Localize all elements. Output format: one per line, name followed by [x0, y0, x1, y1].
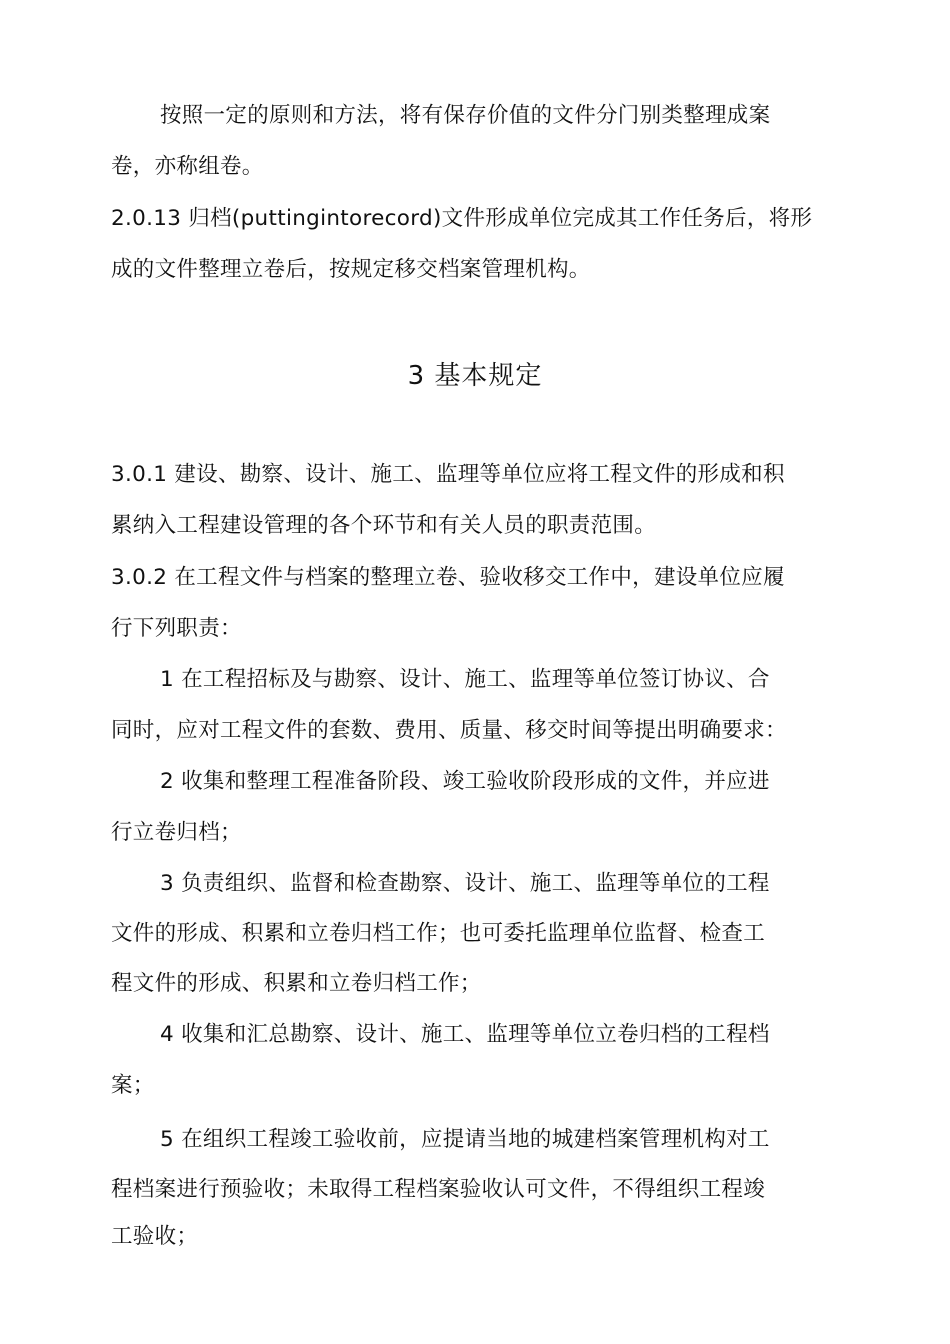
list-item-5-line: 工验收；	[111, 1224, 199, 1249]
list-item-5-line: 程档案进行预验收；未取得工程档案验收认可文件，不得组织工程竣	[111, 1177, 766, 1202]
list-item-1-line: 同时，应对工程文件的套数、费用、质量、移交时间等提出明确要求：	[111, 718, 787, 743]
section-heading: 3 基本规定	[407, 361, 543, 391]
paragraph-line: 卷，亦称组卷。	[111, 154, 264, 179]
clause-3-0-1-line: 累纳入工程建设管理的各个环节和有关人员的职责范围。	[111, 513, 657, 538]
clause-3-0-2-line: 行下列职责：	[111, 616, 242, 641]
list-item-3-line: 程文件的形成、积累和立卷归档工作；	[111, 971, 482, 996]
list-item-4-line: 4 收集和汇总勘察、设计、施工、监理等单位立卷归档的工程档	[160, 1022, 770, 1047]
clause-2-0-13-line: 成的文件整理立卷后，按规定移交档案管理机构。	[111, 257, 591, 282]
clause-3-0-1-line: 3.0.1 建设、勘察、设计、施工、监理等单位应将工程文件的形成和积	[111, 462, 785, 487]
list-item-2-line: 2 收集和整理工程准备阶段、竣工验收阶段形成的文件，并应进	[160, 769, 770, 794]
list-item-1-line: 1 在工程招标及与勘察、设计、施工、监理等单位签订协议、合	[160, 667, 770, 692]
list-item-3-line: 3 负责组织、监督和检查勘察、设计、施工、监理等单位的工程	[160, 871, 770, 896]
list-item-3-line: 文件的形成、积累和立卷归档工作；也可委托监理单位监督、检查工	[111, 921, 766, 946]
list-item-5-line: 5 在组织工程竣工验收前，应提请当地的城建档案管理机构对工	[160, 1127, 770, 1152]
list-item-2-line: 行立卷归档；	[111, 820, 242, 845]
clause-2-0-13-line: 2.0.13 归档(puttingintorecord)文件形成单位完成其工作任务后，将形	[111, 206, 813, 231]
paragraph-line: 按照一定的原则和方法，将有保存价值的文件分门别类整理成案	[160, 103, 771, 128]
list-item-4-line: 案；	[111, 1073, 155, 1098]
clause-3-0-2-line: 3.0.2 在工程文件与档案的整理立卷、验收移交工作中，建设单位应履	[111, 565, 785, 590]
